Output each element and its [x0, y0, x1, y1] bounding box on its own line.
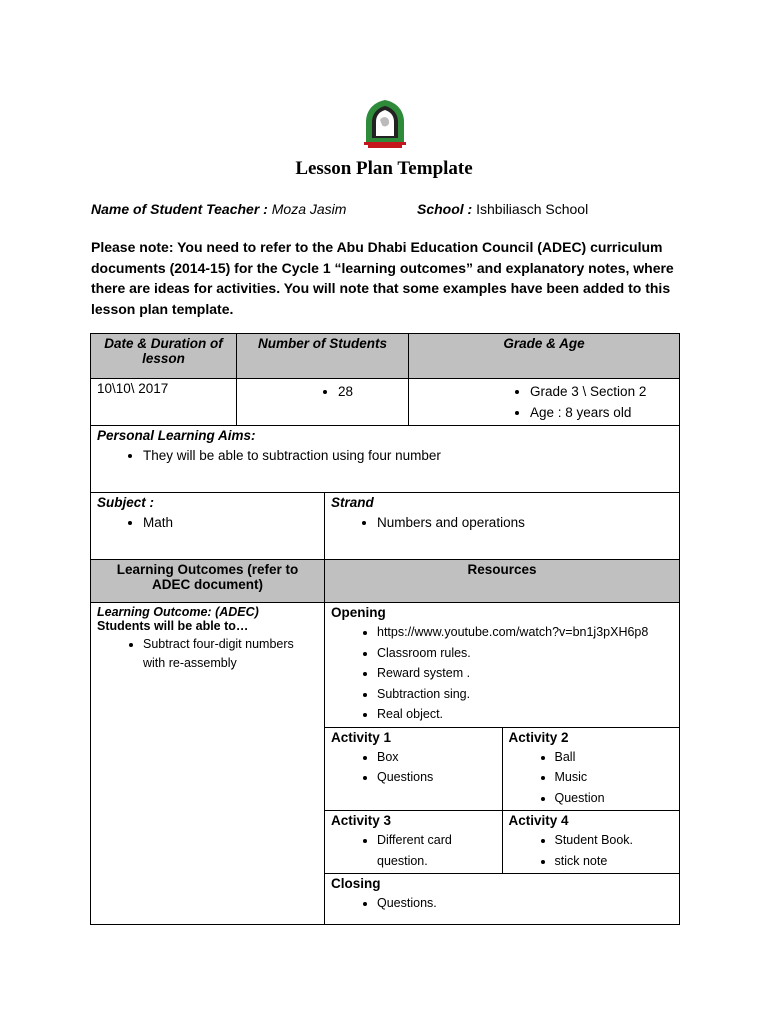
strand-label: Strand	[331, 495, 374, 510]
activity2-label: Activity 2	[508, 729, 569, 745]
activity2-item: • Ball	[555, 747, 674, 768]
activity2-cell	[502, 727, 679, 811]
grade-item: • Grade 3 \ Section 2	[530, 381, 673, 402]
activity1-item: • Box	[377, 747, 496, 768]
activity2-item: • Music	[555, 767, 674, 788]
activity3-item: • Different card question.	[377, 830, 496, 871]
header-grade-age: Grade & Age	[409, 334, 680, 379]
outcome-item: • Subtract four-digit numbers with re-assembly	[143, 635, 318, 673]
header-date-duration: Date & Duration of lesson	[91, 334, 237, 379]
activity4-item: • Student Book.	[555, 830, 674, 851]
subject-cell	[91, 493, 325, 560]
strand-cell	[325, 493, 680, 560]
opening-item: • https://www.youtube.com/watch?v=bn1j3pXH6p8	[377, 622, 673, 643]
closing-cell	[325, 874, 679, 924]
header-learning-outcomes: Learning Outcomes (refer to ADEC document)	[91, 560, 325, 603]
date-value: 10\10\ 2017	[91, 379, 237, 426]
opening-item: • Classroom rules.	[377, 643, 673, 664]
opening-list	[331, 622, 673, 725]
students-value: • 28	[338, 381, 402, 402]
subject-item: • Math	[143, 512, 318, 533]
student-teacher-label: Name of Student Teacher :	[91, 201, 268, 217]
opening-item: • Real object.	[377, 704, 673, 725]
activity3-label: Activity 3	[331, 813, 392, 828]
activity4-cell	[502, 811, 679, 874]
school-line	[417, 201, 588, 217]
activity2-list	[509, 747, 674, 809]
student-teacher-value: Moza Jasim	[271, 201, 347, 217]
opening-item: • Subtraction sing.	[377, 684, 673, 705]
outcome-sub: Students will be able to…	[97, 619, 249, 633]
outcome-cell	[91, 603, 325, 925]
closing-list	[331, 893, 673, 914]
grade-item: • Age : 8 years old	[530, 402, 673, 423]
subject-label: Subject :	[97, 495, 155, 510]
activity4-label: Activity 4	[508, 813, 569, 828]
students-cell	[237, 379, 409, 426]
resources-cell	[325, 603, 680, 925]
activity4-item: • stick note	[555, 851, 674, 872]
adec-logo	[362, 98, 408, 150]
closing-item: • Questions.	[377, 893, 673, 914]
closing-label: Closing	[331, 876, 381, 891]
lesson-plan-table	[90, 333, 680, 925]
school-value: Ishbiliasch School	[476, 201, 589, 217]
header-resources: Resources	[325, 560, 680, 603]
opening-item: • Reward system .	[377, 663, 673, 684]
resources-inner-table	[325, 603, 679, 924]
activity2-item: • Question	[555, 788, 674, 809]
aims-label: Personal Learning Aims:	[97, 428, 256, 443]
opening-label: Opening	[331, 605, 386, 620]
activity1-label: Activity 1	[331, 729, 392, 745]
aims-cell	[91, 426, 680, 493]
student-teacher-line	[91, 201, 346, 217]
activity3-list	[331, 830, 496, 871]
strand-item: • Numbers and operations	[377, 512, 673, 533]
page-title: Lesson Plan Template	[295, 158, 473, 179]
activity1-item: • Questions	[377, 767, 496, 788]
aims-item: • They will be able to subtraction using four number	[143, 445, 673, 466]
grade-cell	[409, 379, 680, 426]
opening-cell	[325, 603, 679, 727]
activity4-list	[509, 830, 674, 871]
activity3-cell	[325, 811, 502, 874]
header-number-students: Number of Students	[237, 334, 409, 379]
grade-list	[415, 381, 673, 423]
outcome-label: Learning Outcome: (ADEC)	[97, 605, 259, 619]
school-label: School :	[417, 201, 473, 217]
activity1-list	[331, 747, 496, 788]
instruction-note: Please note: You need to refer to the Abu Dhabi Education Council (ADEC) curriculum documents (2014-15) for the Cycle 1 “learning outcomes” and explanatory notes, where there are ideas for activities. You will note that some examples have been added to this lesson plan template.	[91, 239, 674, 317]
activity1-cell	[325, 727, 502, 811]
